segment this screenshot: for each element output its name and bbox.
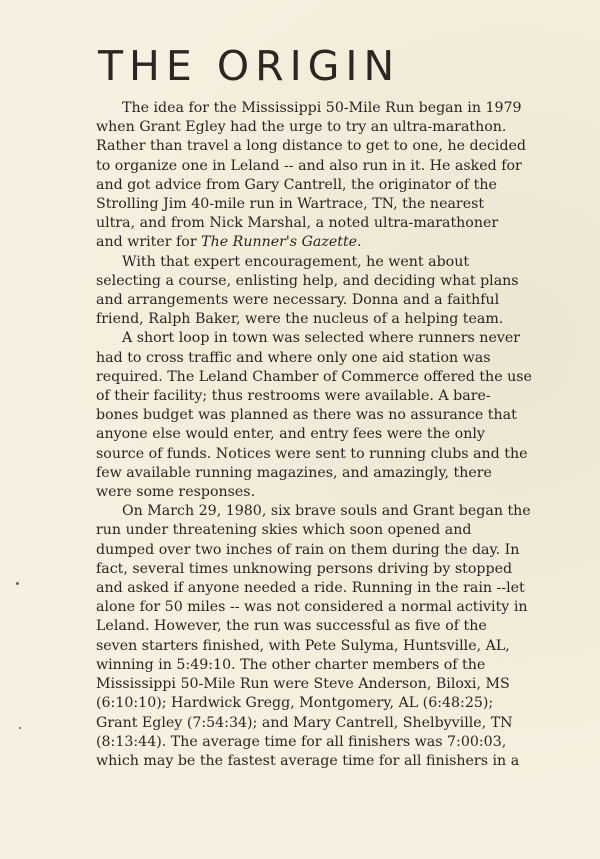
text-line (96, 233, 600, 252)
text-line: Mississippi 50-Mile Run were Steve Anderson, Biloxi, MS (96, 676, 510, 693)
text-line: run under threatening skies which soon opened and (96, 522, 472, 539)
text-line: few available running magazines, and amazingly, there (96, 464, 492, 481)
text-line: fact, several times unknowing persons driving by stopped (96, 560, 513, 577)
article-body (96, 99, 600, 771)
text-line: With that expert encouragement, he went about (122, 253, 470, 270)
text-line: when Grant Egley had the urge to try an ultra-marathon. (96, 119, 507, 136)
text-line: selecting a course, enlisting help, and deciding what plans (96, 272, 519, 289)
text-line: Rather than travel a long distance to get to one, he decided (96, 138, 527, 155)
text-line: A short loop in town was selected where runners never (122, 330, 521, 347)
text-line: (8:13:44). The average time for all finishers was 7:00:03, (96, 733, 507, 750)
text-line: (6:10:10); Hardwick Gregg, Montgomery, AL (6:48:25); (96, 695, 494, 712)
text-line: anyone else would enter, and entry fees were the only (96, 426, 485, 443)
paragraph-2 (96, 253, 600, 330)
text-line-prefix: and writer for (96, 234, 202, 251)
paragraph-4 (96, 502, 600, 771)
text-line: required. The Leland Chamber of Commerce offered the use (96, 368, 532, 385)
text-line: had to cross traffic and where only one aid station was (96, 349, 491, 366)
text-line: alone for 50 miles -- was not considered a normal activity in (96, 599, 528, 616)
text-line: winning in 5:49:10. The other charter members of the (96, 656, 486, 673)
publication-title: The Runner's Gazette. (201, 234, 362, 251)
text-line: seven starters finished, with Pete Sulyma, Huntsville, AL, (96, 637, 510, 654)
page-title: THE ORIGIN (98, 42, 401, 90)
text-line: friend, Ralph Baker, were the nucleus of a helping team. (96, 311, 504, 328)
text-line: were some responses. (96, 484, 256, 501)
text-line: of their facility; thus restrooms were available. A bare- (96, 388, 491, 405)
text-line: ultra, and from Nick Marshal, a noted ultra-marathoner (96, 215, 499, 232)
text-line: and arrangements were necessary. Donna and a faithful (96, 292, 500, 309)
text-line: On March 29, 1980, six brave souls and Grant began the (122, 503, 531, 520)
paper-speck (16, 582, 19, 585)
paper-speck (19, 727, 21, 729)
text-line: and got advice from Gary Cantrell, the originator of the (96, 176, 497, 193)
text-line: Grant Egley (7:54:34); and Mary Cantrell, Shelbyville, TN (96, 714, 513, 731)
paragraph-1 (96, 99, 600, 253)
text-line: bones budget was planned as there was no assurance that (96, 407, 517, 424)
text-line: Strolling Jim 40-mile run in Wartrace, TN, the nearest (96, 196, 485, 213)
text-line: source of funds. Notices were sent to running clubs and the (96, 445, 528, 462)
text-line: and asked if anyone needed a ride. Running in the rain --let (96, 580, 525, 597)
text-line: Leland. However, the run was successful as five of the (96, 618, 487, 635)
paragraph-3 (96, 329, 600, 502)
text-line: to organize one in Leland -- and also run in it. He asked for (96, 157, 522, 174)
text-line: dumped over two inches of rain on them during the day. In (96, 541, 520, 558)
text-line: The idea for the Mississippi 50-Mile Run began in 1979 (122, 100, 522, 116)
text-line: which may be the fastest average time for all finishers in a (96, 752, 520, 769)
